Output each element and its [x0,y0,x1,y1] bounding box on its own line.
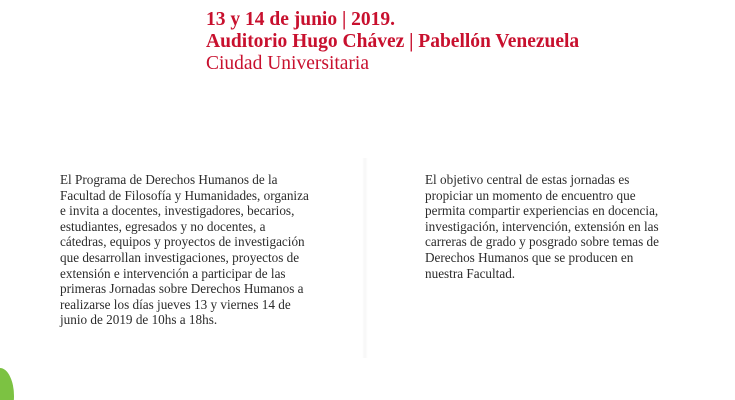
text-line: El objetivo central de estas jornadas es [425,172,630,187]
text-line: e invita a docentes, investigadores, becarios, [60,203,295,219]
text-line: junio de 2019 de 10hs a 18hs. [60,312,218,328]
text-line: investigación, intervención, extensión en las [425,218,659,234]
text-line: que desarrollan investigaciones, proyectos de [60,249,300,265]
text-line: carreras de grado y posgrado sobre temas de [425,234,659,250]
text-line: estudiantes, egresados y no docentes, a [60,218,266,234]
event-header [206,9,579,75]
text-line: nuestra Facultad. [425,265,516,281]
event-date: 13 y 14 de junio | 2019. [206,9,396,30]
text-line: Facultad de Filosofía y Humanidades, organiza [60,187,309,203]
text-line: realizarse los días jueves 13 y viernes 14 de [60,296,291,312]
text-line: cátedras, equipos y proyectos de investigación [60,234,305,250]
text-line: primeras Jornadas sobre Derechos Humanos a [60,281,304,297]
column-divider [362,158,368,358]
intro-paragraph [60,172,335,328]
text-line: El Programa de Derechos Humanos de la [60,172,278,187]
text-line: permita compartir experiencias en docencia, [425,203,659,219]
text-line: Derechos Humanos que se producen en [425,249,634,265]
event-location: Ciudad Universitaria [206,53,369,74]
text-line: propiciar un momento de encuentro que [425,187,636,203]
green-leaf-decoration [0,368,14,400]
objective-paragraph [425,172,690,281]
event-venue: Auditorio Hugo Chávez | Pabellón Venezuela [206,31,580,52]
text-line: extensión e intervención a participar de las [60,265,286,281]
